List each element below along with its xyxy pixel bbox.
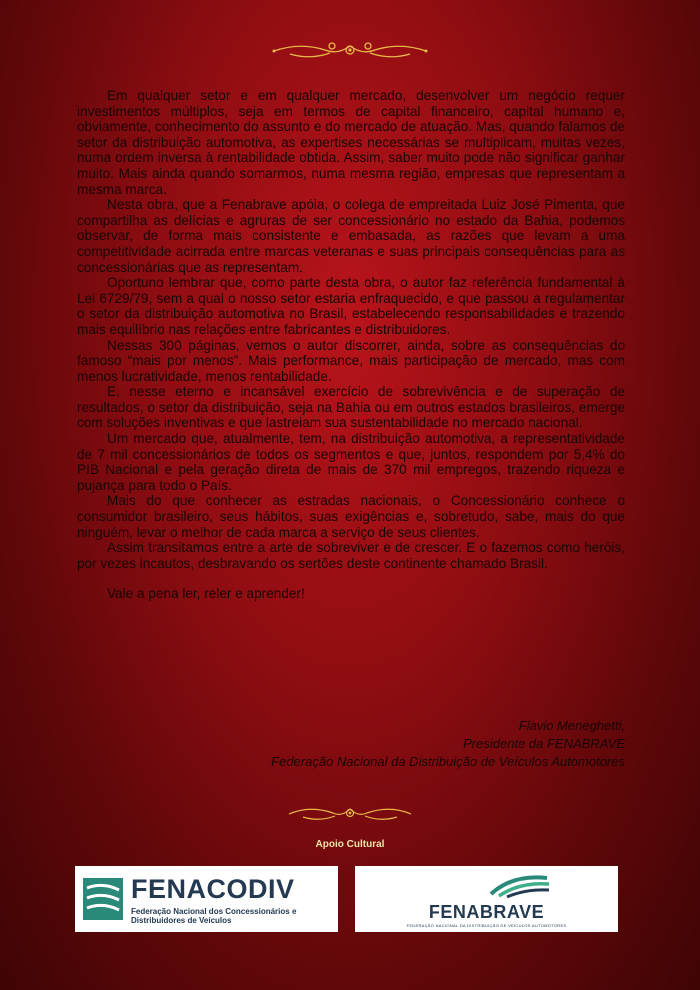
paragraph: Em qualquer setor e em qualquer mercado, desenvolver um negócio requer investimentos múltiplos, seja em termos de capital financeiro, capital humano e, obviamente, conhecimento do assunto e do mercado de atuação. Mas, quando falamos de setor da distribuição automotiva, as expertises necessárias se multiplicam, muitas vezes, numa ordem inversa à rentabilidade obtida. Assim, saber muito pode não significar ganhar muito. Mais ainda quando somarmos, numa mesma região, empresas que representam a mesma marca. <box>77 88 625 197</box>
fenacodiv-subtitle <box>131 907 296 925</box>
fenabrave-subtitle: FEDERAÇÃO NACIONAL DA DISTRIBUIÇÃO DE VEÍCULOS AUTOMOTORES <box>406 923 567 928</box>
paragraph: Um mercado que, atualmente, tem, na distribuição automotiva, a representatividade de 7 mil concessionários de todos os segmentos e que, juntos, respondem por 5,4% do PIB Nacional e pela geração direta de mais de 370 mil empregos, trazendo riqueza e pujança para todo o País. <box>77 431 625 493</box>
fenacodiv-logo <box>75 866 338 932</box>
foreword-body <box>77 88 625 602</box>
fenacodiv-subtitle-line: Federação Nacional dos Concessionários e <box>131 907 297 916</box>
signature-org: Federação Nacional da Distribuição de Veículos Automotores <box>271 754 625 769</box>
fenabrave-logo-icon <box>483 872 553 898</box>
fenabrave-logo <box>355 866 618 932</box>
paragraph: Nesta obra, que a Fenabrave apóia, o colega de empreitada Luiz José Pimenta, que compartilha as delícias e agruras de ser concessionário no estado da Bahia, podemos observar, de forma mais consistente e embasada, as razões que levam a uma competitividade acirrada entre marcas veteranas e suas principais consequências para as concessionárias que as representam. <box>77 197 625 275</box>
apoio-cultural-label: Apoio Cultural <box>315 839 385 850</box>
scroll-ornament-icon <box>270 38 430 62</box>
signature-block <box>271 717 625 771</box>
fenacodiv-logo-icon <box>83 878 123 920</box>
fenabrave-name: FENABRAVE <box>428 902 545 922</box>
paragraph: Assim transitamos entre a arte de sobreviver e de crescer. E o fazemos como heróis, por vezes incautos, desbravando os sertões deste continente chamado Brasil. <box>77 540 625 571</box>
fenacodiv-name: FENACODIV <box>131 874 295 904</box>
closing-line: Vale a pena ler, reler e aprender! <box>107 586 305 602</box>
signature-role: Presidente da FENABRAVE <box>463 736 625 751</box>
paragraph: Mais do que conhecer as estradas nacionais, o Concessionário conhece o consumidor brasileiro, seus hábitos, suas exigências e, sobretudo, sabe, mais do que ninguém, levar o melhor de cada marca a serviço de seus clientes. <box>77 493 625 540</box>
paragraph: E, nesse eterno e incansável exercício de sobrevivência e de superação de resultados, o setor da distribuição, seja na Bahia ou em outros estados brasileiros, emerge com soluções inventivas e que lastreiam sua sustentabilidade no mercado nacional. <box>77 384 625 431</box>
scroll-ornament-icon <box>285 802 415 824</box>
paragraph: Nessas 300 páginas, vemos o autor discorrer, ainda, sobre as consequências do famoso “mais por menos”. Mais performance, mais participação de mercado, mas com menos lucratividade, menos rentabilidade. <box>77 337 625 384</box>
paragraph: Oportuno lembrar que, como parte desta obra, o autor faz referência fundamental à Lei 6729/79, sem a qual o nosso setor estaria enfraquecido, e que passou a regulamentar o setor da distribuição automotiva no Brasil, estabelecendo responsabilidades e trazendo mais equilíbrio nas relações entre fabricantes e distribuidores. <box>77 275 625 337</box>
fenacodiv-subtitle-line: Distribuidores de Veículos <box>131 916 232 925</box>
signature-name: Flavio Meneghetti, <box>518 718 625 733</box>
